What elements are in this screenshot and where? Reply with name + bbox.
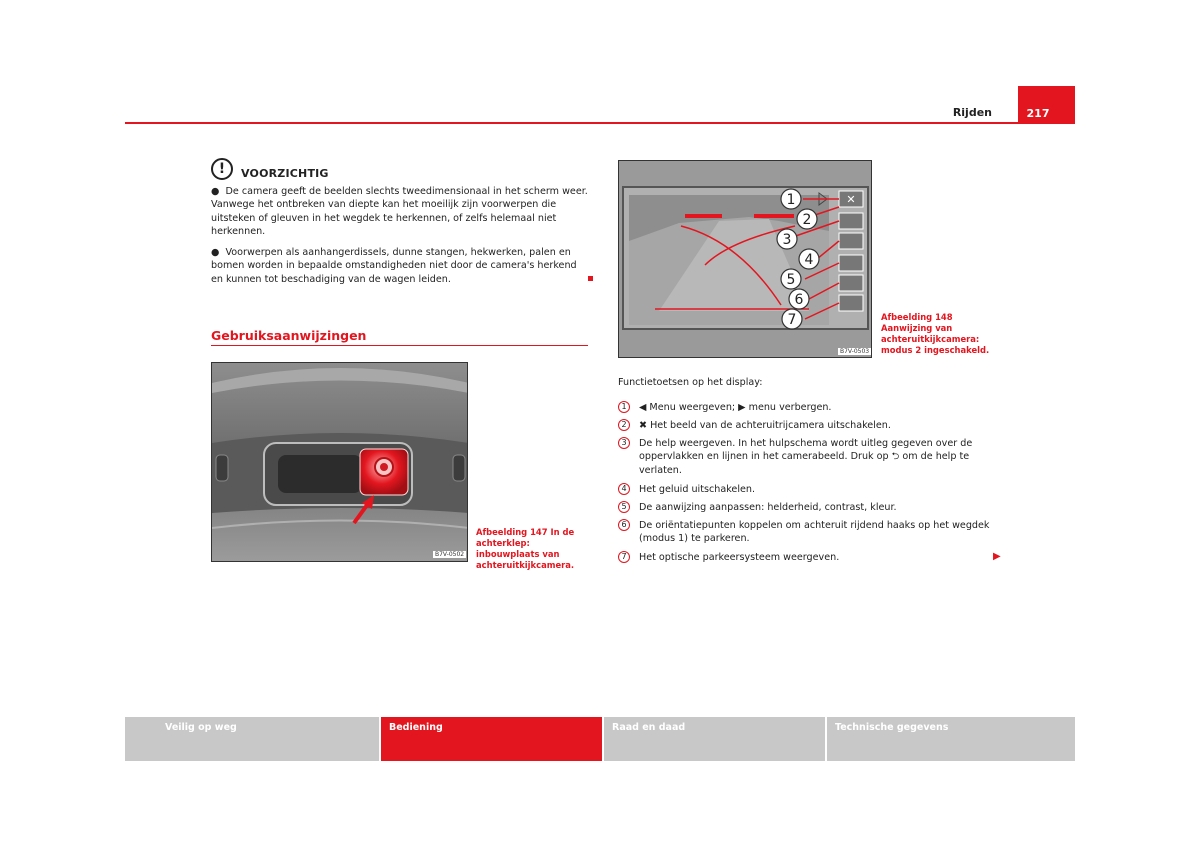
item-text: De help weergeven. In het hulpschema wordt uitleg gegeven over de oppervlakken en lijnen in het camerabeeld. Druk op ⮌ om de help te verlaten. <box>639 438 973 476</box>
footer-tab-veilig-op-weg[interactable] <box>125 717 379 761</box>
item-text: ◀ Menu weergeven; ▶ menu verbergen. <box>639 402 832 413</box>
item-number: 6 <box>618 519 630 531</box>
figure-147-caption: Afbeelding 147 In de achterklep: inbouwplaats van achteruitkijkcamera. <box>476 527 575 570</box>
callout-7: 7 <box>787 312 797 328</box>
subsection-heading: Gebruiksaanwijzingen <box>211 328 367 343</box>
callout-4: 4 <box>804 252 814 268</box>
caution-title: VOORZICHTIG <box>241 167 329 180</box>
footer-tab-bediening[interactable] <box>381 717 602 761</box>
figure-148-image <box>618 160 872 358</box>
figure-147-code: B7V-0502 <box>435 551 465 558</box>
figure-148-caption: Afbeelding 148 Aanwijzing van achteruitkijkcamera: modus 2 ingeschakeld. <box>881 312 990 355</box>
section-end-marker <box>588 276 593 281</box>
subsection-rule <box>211 345 588 346</box>
footer-tab-label: Technische gegevens <box>835 722 949 733</box>
item-text: De aanwijzing aanpassen: helderheid, contrast, kleur. <box>639 502 897 513</box>
callout-6: 6 <box>794 292 804 308</box>
item-number: 3 <box>618 437 630 449</box>
bullet-icon: ● <box>211 186 226 197</box>
callout-1: 1 <box>786 192 796 208</box>
callout-5: 5 <box>786 272 796 288</box>
item-text: Het geluid uitschakelen. <box>639 484 756 495</box>
figure-148-code: B7V-0503 <box>840 348 870 355</box>
footer-tab-technische-gegevens[interactable] <box>827 717 1075 761</box>
page-number: 217 <box>1026 107 1050 120</box>
item-text: De oriëntatiepunten koppelen om achteruit rijdend haaks op het wegdek (modus 1) te parkeren. <box>639 520 990 545</box>
item-text: ✖ Het beeld van de achteruitrijcamera uitschakelen. <box>639 420 891 431</box>
continue-arrow-icon: ▶ <box>993 551 1001 562</box>
footer-tab-raad-en-daad[interactable] <box>604 717 825 761</box>
footer-tab-label: Bediening <box>389 722 443 733</box>
function-list-intro: Functietoetsen op het display: <box>618 377 763 388</box>
bullet-icon: ● <box>211 247 226 258</box>
item-number: 2 <box>618 419 630 431</box>
header-rule <box>125 122 1075 124</box>
item-text: Het optische parkeersysteem weergeven. <box>639 552 840 563</box>
footer-tab-label: Raad en daad <box>612 722 686 733</box>
item-number: 5 <box>618 501 630 513</box>
figure-147-image <box>211 362 468 562</box>
item-number: 1 <box>618 401 630 413</box>
item-number: 7 <box>618 551 630 563</box>
exclamation-circle-icon: ! <box>211 158 233 180</box>
section-title: Rijden <box>952 106 992 119</box>
svg-text:✕: ✕ <box>846 193 856 206</box>
callout-3: 3 <box>782 232 792 248</box>
footer-tab-label: Veilig op weg <box>165 722 237 733</box>
callout-2: 2 <box>802 212 812 228</box>
caution-paragraph: ● Voorwerpen als aanhangerdissels, dunne stangen, hekwerken, palen en bomen worden in bepaalde omstandigheden niet door de camera's herkend en kunnen tot beschadiging van de wagen leiden. <box>211 247 577 285</box>
item-number: 4 <box>618 483 630 495</box>
caution-paragraph: ● De camera geeft de beelden slechts tweedimensionaal in het scherm weer. Vanwege het ontbreken van diepte kan het moeilijk zijn voorwerpen die uitsteken of gleuven in het wegdek te herkennen, of zelfs helemaal niet herkennen. <box>211 186 588 237</box>
